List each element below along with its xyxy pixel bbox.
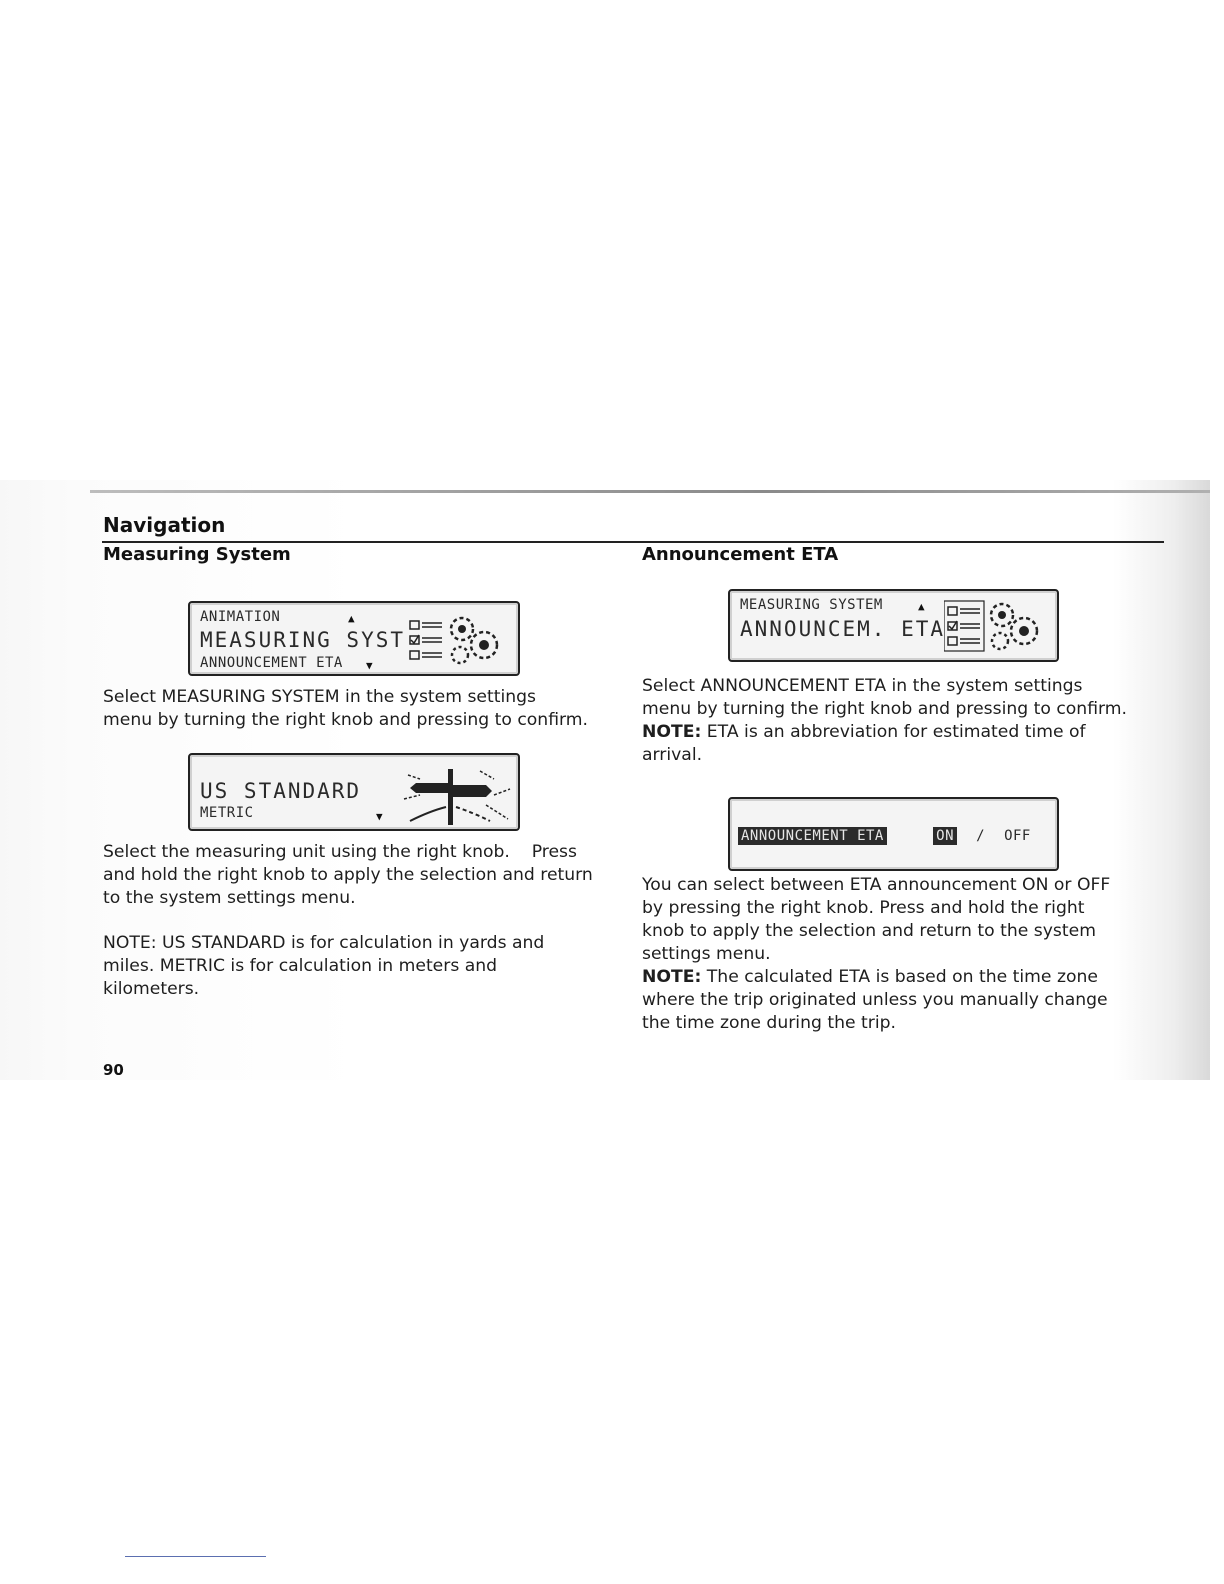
eta-label-highlighted: ANNOUNCEMENT ETA xyxy=(738,827,887,845)
note-text: ETA is an abbreviation for estimated time of xyxy=(701,722,1086,742)
text-line: Select MEASURING SYSTEM in the system settings xyxy=(103,687,536,707)
checklist-gears-icon xyxy=(944,597,1054,657)
text-line: the time zone during the trip. xyxy=(642,1013,896,1033)
left-paragraph-1 xyxy=(103,686,588,732)
page-top-rule xyxy=(90,490,1210,493)
signpost-icon xyxy=(390,761,516,827)
text-line: to the system settings menu. xyxy=(103,888,356,908)
lcd-eta-toggle-row xyxy=(738,825,1031,844)
left-paragraph-2 xyxy=(103,841,593,910)
lcd-eta-on-off xyxy=(728,797,1059,871)
lcd-line-us-standard: US STANDARD xyxy=(200,779,362,803)
note-label: NOTE: xyxy=(642,967,702,987)
eta-on-option[interactable]: ON xyxy=(933,827,957,845)
lcd-line-measuring-system: MEASURING SYSTEM xyxy=(740,597,883,613)
page-number: 90 xyxy=(103,1061,124,1079)
lcd-line-animation: ANIMATION xyxy=(200,609,281,625)
eta-off-option[interactable]: OFF xyxy=(1004,828,1031,844)
text-line: NOTE: US STANDARD is for calculation in yards and xyxy=(103,933,545,953)
arrow-up-icon: ▲ xyxy=(918,600,925,613)
text-line: and hold the right knob to apply the selection and return xyxy=(103,865,593,885)
note-text: The calculated ETA is based on the time zone xyxy=(701,967,1098,987)
text-line: miles. METRIC is for calculation in meters and xyxy=(103,956,498,976)
lcd-line-announcem-eta: ANNOUNCEM. ETA xyxy=(740,617,946,641)
left-note-measuring xyxy=(103,932,544,1001)
text-line: knob to apply the selection and return to the system xyxy=(642,921,1096,941)
eta-option-separator: / xyxy=(967,828,994,844)
text-line: menu by turning the right knob and pressing to confirm. xyxy=(642,699,1127,719)
text-line: Select ANNOUNCEMENT ETA in the system settings xyxy=(642,676,1083,696)
lcd-line-metric: METRIC xyxy=(200,805,254,821)
lcd-line-measuring-syst: MEASURING SYST xyxy=(200,628,406,652)
text-line: settings menu. xyxy=(642,944,771,964)
text-line: You can select between ETA announcement ON or OFF xyxy=(642,875,1111,895)
checklist-gears-icon xyxy=(406,611,516,671)
bottom-line xyxy=(125,1556,266,1557)
text-line: arrival. xyxy=(642,745,703,765)
note-eta-line xyxy=(642,721,1127,744)
measuring-system-heading: Measuring System xyxy=(103,544,291,565)
announcement-eta-heading: Announcement ETA xyxy=(642,544,839,565)
text-line: kilometers. xyxy=(103,979,200,999)
text-line: Select the measuring unit using the right knob. Press xyxy=(103,842,577,862)
header-rule xyxy=(102,541,1164,543)
text-line: by pressing the right knob. Press and hold the right xyxy=(642,898,1085,918)
arrow-down-icon: ▼ xyxy=(366,659,373,672)
right-paragraph-2 xyxy=(642,874,1110,1035)
lcd-line-announcement-eta: ANNOUNCEMENT ETA xyxy=(200,655,343,671)
note-time-zone-line xyxy=(642,966,1110,989)
section-title: Navigation xyxy=(103,513,226,537)
lcd-measuring-system-menu xyxy=(188,601,520,676)
arrow-down-icon: ▼ xyxy=(376,810,383,823)
text-line: menu by turning the right knob and pressing to confirm. xyxy=(103,710,588,730)
arrow-up-icon: ▲ xyxy=(348,612,355,625)
note-label: NOTE: xyxy=(642,722,702,742)
lcd-announcement-menu xyxy=(728,589,1059,662)
text-line: where the trip originated unless you manually change xyxy=(642,990,1108,1010)
right-paragraph-1 xyxy=(642,675,1127,767)
lcd-unit-selection xyxy=(188,753,520,831)
